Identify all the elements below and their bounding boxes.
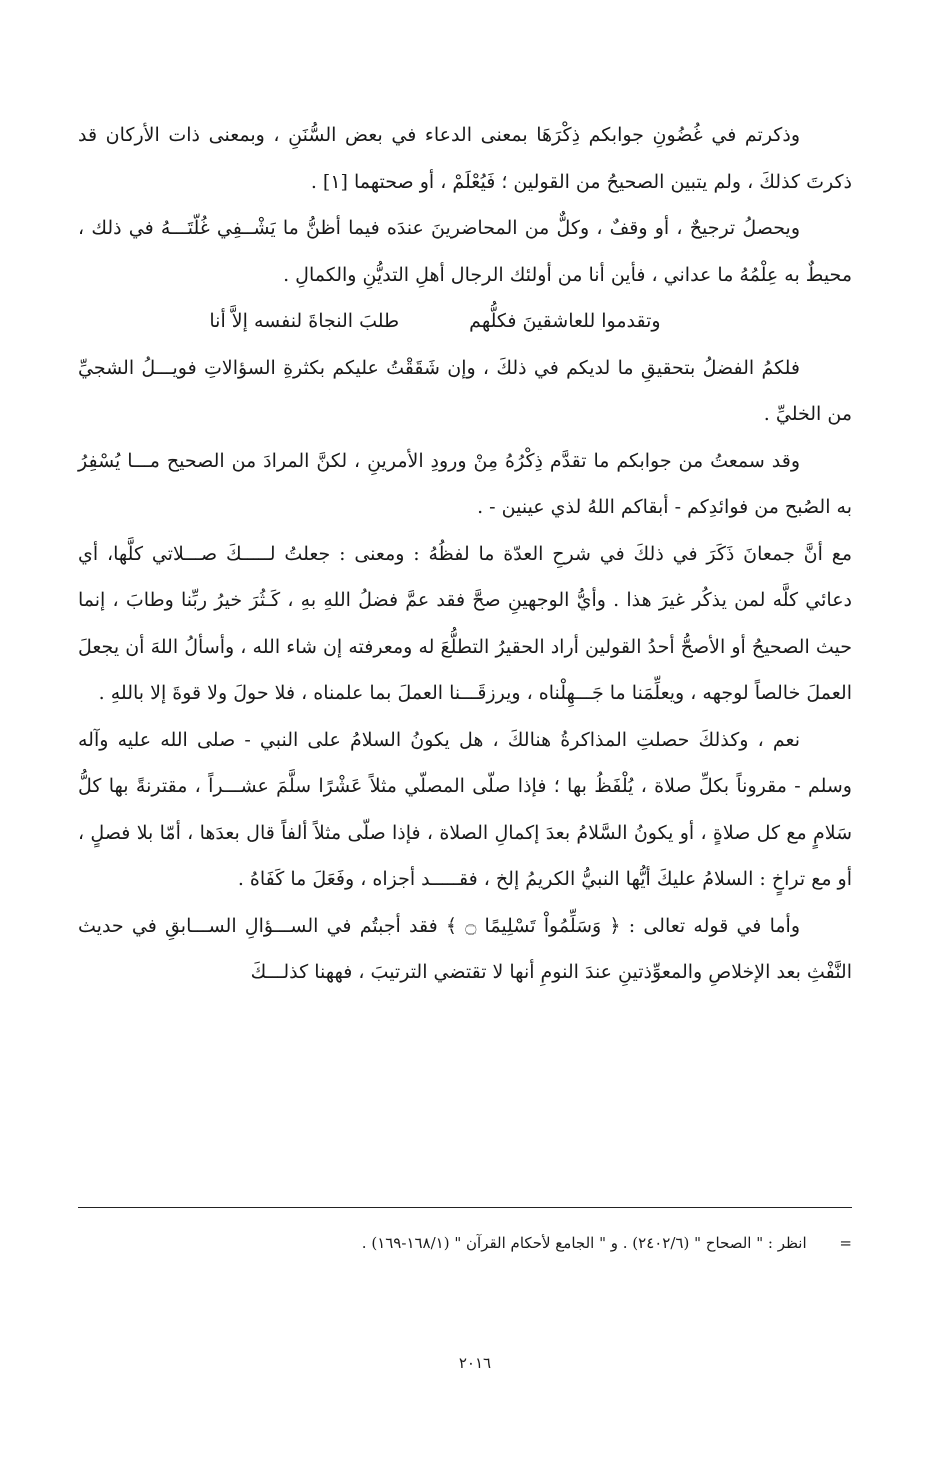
paragraph-4: وقد سمعتُ من جوابكم ما تقدَّم ذِكْرُهُ مِنْ ورودِ الأمرينِ ، لكنَّ المرادَ من الصحيح مـــا يُسْفِرُ به الصُبح من فوائدِكم - أبقاكم اللهُ لذي عينين - . <box>78 449 852 518</box>
footnote-continuation-marker: = <box>839 1234 852 1252</box>
paragraph-7-rest: فقد أجبتُم في الســـؤالِ الســـابقِ في حديث النَّفْثِ بعد الإخلاصِ والمعوِّذتينِ عندَ النومِ أنها لا تقتضي الترتيبَ ، فههنا كذلـــكَ <box>78 914 852 983</box>
paragraph-1: وذكرتم في غُضُونِ جوابكم ذِكْرَهَا بمعنى الدعاء في بعض السُّنَنِ ، وبمعنى ذات الأركان قد ذكرتَ كذلكَ ، ولم يتبين الصحيحُ من القولين ؛ فَيُعْلَمْ ، أو صحتهما [١] . <box>78 124 852 193</box>
footnote <box>78 1228 852 1258</box>
poetry-verse <box>78 298 792 345</box>
main-text <box>78 112 852 996</box>
paragraph-5: مع أنَّ جمعانَ ذَكَرَ في ذلكَ في شرحِ العدّة ما لفظُهُ : ومعنى : جعلتُ لـــــكَ صـــلاتي كلَّها، أي دعائي كلَّه لمن يذكُر غيرَ هذا . وأيُّ الوجهينِ صحَّ فقد عمَّ فضلُ اللهِ بهِ ، كَـثُرَ خيرُ ربِّنا وطابَ ، إنما حيث الصحيحُ أو الأصحُّ أحدُ القولين أراد الحقيرُ التطلُّعَ له ومعرفته إن شاء الله ، وأسألُ اللهَ أن يجعلَ العملَ خالصاً لوجهه ، ويعلِّمَنا ما جَـــهِلْناه ، ويرزقَـــنا العملَ بما علمناه ، فلا حولَ ولا قوةَ إلا باللهِ . <box>78 542 852 704</box>
paragraph-3: فلكمُ الفضلُ بتحقيقِ ما لديكم في ذلكَ ، وإن شَقَقْتُ عليكم بكثرةِ السؤالاتِ فويـــلُ الشجيِّ من الخليِّ . <box>78 356 852 425</box>
paragraph-7 <box>78 903 852 996</box>
quran-quote: ﴿ وَسَلِّمُواْ تَسْلِيمًا ۝ ﴾ <box>445 914 621 937</box>
paragraph-2: ويحصلُ ترجيحٌ ، أو وقفٌ ، وكلٌّ من المحاضرينَ عندَه فيما أظنُّ ما يَشْــفِي غُلّتَـــهُ في ذلك ، محيطٌ به عِلْمُهُ ما عداني ، فأين أنا من أولئك الرجال أهلِ التديُّنِ والكمالِ . <box>78 217 852 286</box>
verse-first-hemistich: وتقدموا للعاشقينَ فكلُّهم <box>469 310 661 332</box>
footnote-separator <box>78 1207 852 1208</box>
page-number: ٢٠١٦ <box>458 1354 492 1372</box>
paragraph-6: نعم ، وكذلكَ حصلتِ المذاكرةُ هنالكَ ، هل يكونُ السلامُ على النبي - صلى الله عليه وآله وسلم - مقروناً بكلِّ صلاة ، يُلْفَظُ بها ؛ فإذا صلّى المصلّي مثلاً عَشْرًا سلَّمَ عشـــراً ، مقترنةً بها كلُّ سَلامٍ مع كل صلاةٍ ، أو يكونُ السَّلامُ بعدَ إكمالِ الصلاة ، فإذا صلّى مثلاً ألفاً قال بعدَها ، أمّا بلا فصلٍ ، أو مع تراخٍ : السلامُ عليكَ أيُّها النبيُّ الكريمُ إلخ ، فقـــــد أجزاه ، وفَعَلَ ما كَفَاهُ . <box>78 728 852 890</box>
verse-second-hemistich: طلبَ النجاةَ لنفسه إلاَّ أنا <box>209 310 400 332</box>
paragraph-7-intro: وأما في قوله تعالى : <box>620 914 800 937</box>
footnote-text: انظر : " الصحاح " (٢٤٠٢/٦) . و " الجامع لأحكام القرآن " (١٦٨/١-١٦٩) . <box>361 1234 807 1252</box>
